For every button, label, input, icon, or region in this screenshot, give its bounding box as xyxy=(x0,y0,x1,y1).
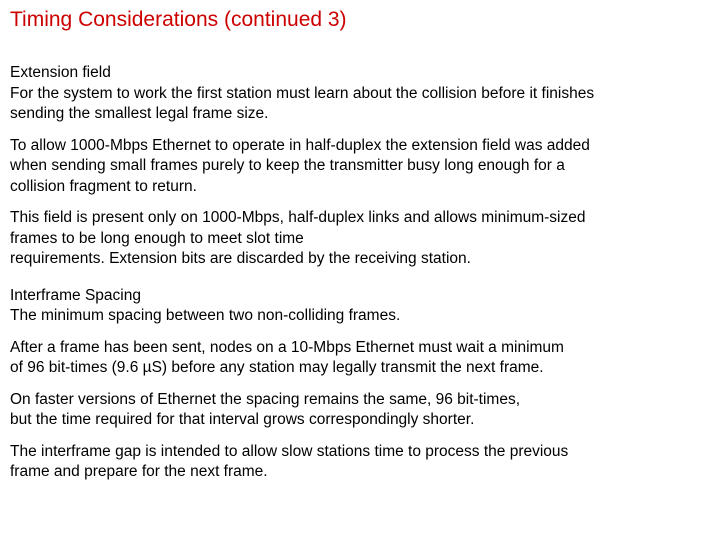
interframe-spacing-paragraph xyxy=(10,390,710,431)
text-line: The minimum spacing between two non-colliding frames. xyxy=(10,307,401,324)
text-line: This field is present only on 1000-Mbps, half-duplex links and allows minimum-sized xyxy=(10,209,586,226)
slide-content xyxy=(10,63,710,494)
text-line: collision fragment to return. xyxy=(10,177,197,195)
extension-field-paragraph xyxy=(10,208,710,270)
text-line: sending the smallest legal frame size. xyxy=(10,105,269,122)
text-line: On faster versions of Ethernet the spacing remains the same, 96 bit-times, xyxy=(10,390,521,408)
extension-field-heading: Extension field xyxy=(10,64,111,81)
text-line: For the system to work the first station must learn about the collision before it finishes xyxy=(10,84,595,102)
interframe-spacing-paragraph xyxy=(10,338,710,379)
text-line: frames to be long enough to meet slot time xyxy=(10,229,304,247)
extension-field-paragraph xyxy=(10,84,710,125)
interframe-spacing-paragraph xyxy=(10,306,710,327)
interframe-spacing-paragraph xyxy=(10,442,710,483)
text-line: frame and prepare for the next frame. xyxy=(10,463,268,480)
extension-field-paragraph xyxy=(10,136,710,198)
text-line: After a frame has been sent, nodes on a 10-Mbps Ethernet must wait a minimum xyxy=(10,338,564,356)
slide-title: Timing Considerations (continued 3) xyxy=(10,8,347,31)
text-line: The interframe gap is intended to allow slow stations time to process the previous xyxy=(10,442,569,460)
interframe-spacing-section xyxy=(10,286,710,483)
text-line: of 96 bit-times (9.6 µS) before any station may legally transmit the next frame. xyxy=(10,359,544,376)
text-line: when sending small frames purely to keep the transmitter busy long enough for a xyxy=(10,157,565,174)
text-line: To allow 1000-Mbps Ethernet to operate in half-duplex the extension field was added xyxy=(10,136,590,154)
text-line: but the time required for that interval grows correspondingly shorter. xyxy=(10,411,475,428)
interframe-spacing-heading: Interframe Spacing xyxy=(10,286,141,304)
extension-field-section xyxy=(10,63,710,270)
text-line: requirements. Extension bits are discarded by the receiving station. xyxy=(10,250,471,267)
